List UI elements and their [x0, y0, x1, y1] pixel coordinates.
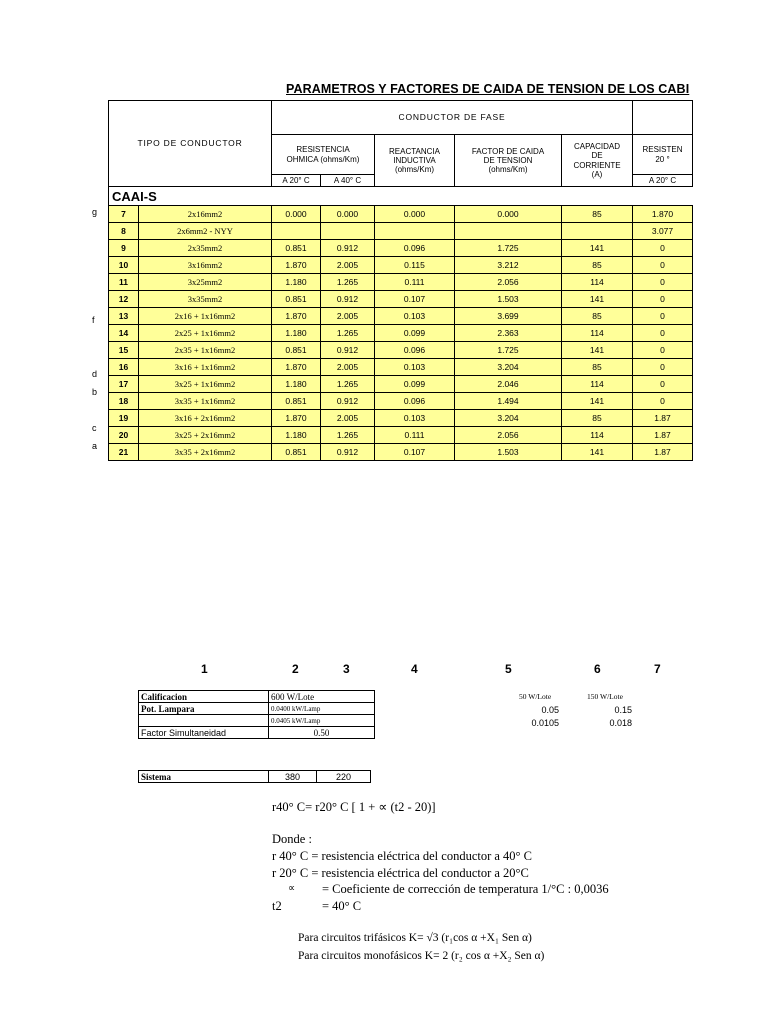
table-body [109, 206, 693, 461]
table-row [109, 274, 693, 291]
table-row [109, 240, 693, 257]
row-side-label: c [92, 423, 97, 433]
table-row [109, 359, 693, 376]
table-row [109, 427, 693, 444]
resistance-2: 0 [633, 359, 693, 376]
resistance-2: 3.077 [633, 223, 693, 240]
factor-simultaneidad-value: 0.50 [269, 727, 375, 739]
resistance-20c: 0.851 [272, 342, 321, 359]
resistance-20c: 1.180 [272, 427, 321, 444]
resistance-40c: 0.912 [321, 240, 375, 257]
sistema-table [138, 770, 371, 783]
col5-lote: 50 W/Lote [519, 692, 552, 701]
row-number: 19 [109, 410, 139, 427]
voltage-drop-factor: 3.212 [455, 257, 562, 274]
row-number: 10 [109, 257, 139, 274]
resistance-2: 0 [633, 274, 693, 291]
table-row [109, 257, 693, 274]
sistema-label: Sistema [139, 771, 269, 783]
calificacion-table [138, 690, 375, 739]
colnum-5: 5 [505, 662, 512, 676]
resistance-40c: 1.265 [321, 274, 375, 291]
formula-monofasico: Para circuitos monofásicos K= 2 (r₂ cos α +X₂ Sen α) [298, 950, 545, 962]
resistance-20c: 0.851 [272, 240, 321, 257]
pot-lampara-label: Pot. Lampara [139, 703, 269, 715]
resistance-20c: 1.870 [272, 359, 321, 376]
header-capacidad: CAPACIDAD DE CORRIENTE (A) [562, 135, 633, 187]
resistance-40c: 2.005 [321, 410, 375, 427]
conductor-type: 3x25 + 1x16mm2 [139, 376, 272, 393]
resistance-2: 0 [633, 393, 693, 410]
row-number: 11 [109, 274, 139, 291]
reactance: 0.111 [375, 274, 455, 291]
resistance-20c: 0.851 [272, 393, 321, 410]
table-row [109, 223, 693, 240]
header-tipo: TIPO DE CONDUCTOR [109, 101, 272, 187]
voltage-drop-factor: 3.699 [455, 308, 562, 325]
table-row [109, 410, 693, 427]
reactance: 0.096 [375, 393, 455, 410]
row-side-label: a [92, 441, 98, 451]
resistance-20c: 1.180 [272, 376, 321, 393]
voltage-drop-factor: 1.503 [455, 291, 562, 308]
reactance: 0.099 [375, 376, 455, 393]
reactance: 0.096 [375, 342, 455, 359]
section-title: CAAI-S [109, 187, 693, 206]
header-resisten2: RESISTEN 20 ° [633, 135, 693, 175]
pot-lampara-blank [139, 715, 269, 727]
voltage-drop-factor: 2.046 [455, 376, 562, 393]
pot-lampara-value-2: 0.0405 kW/Lamp [269, 715, 375, 727]
conductor-type: 3x35mm2 [139, 291, 272, 308]
row-number: 14 [109, 325, 139, 342]
current-capacity: 114 [562, 325, 633, 342]
row-number: 18 [109, 393, 139, 410]
conductor-type: 3x25mm2 [139, 274, 272, 291]
resistance-40c: 2.005 [321, 257, 375, 274]
col5-value-2: 0.0105 [531, 718, 559, 728]
donde-label: Donde : [272, 832, 312, 846]
resistance-20c: 1.180 [272, 274, 321, 291]
current-capacity: 141 [562, 240, 633, 257]
resistance-2: 0 [633, 240, 693, 257]
colnum-2: 2 [292, 662, 299, 676]
voltage-drop-factor: 1.725 [455, 342, 562, 359]
pot-lampara-value: 0.0400 kW/Lamp [269, 703, 375, 715]
current-capacity [562, 223, 633, 240]
reactance: 0.103 [375, 308, 455, 325]
resistance-40c: 0.912 [321, 342, 375, 359]
conductor-type: 2x16 + 1x16mm2 [139, 308, 272, 325]
page-title: PARAMETROS Y FACTORES DE CAIDA DE TENSION DE LOS CABI [286, 82, 690, 96]
header-blank [633, 101, 693, 135]
calif-value: 600 W/Lote [269, 691, 375, 703]
colnum-6: 6 [594, 662, 601, 676]
voltage-drop-factor: 2.056 [455, 274, 562, 291]
colnum-3: 3 [343, 662, 350, 676]
resistance-20c [272, 223, 321, 240]
t2-label: t2 [272, 899, 282, 913]
resistance-40c: 2.005 [321, 308, 375, 325]
t2-value: = 40° C [322, 899, 362, 913]
header-a20b: A 20° C [633, 175, 693, 187]
header-fase: CONDUCTOR DE FASE [272, 101, 633, 135]
reactance: 0.103 [375, 410, 455, 427]
resistance-2: 0 [633, 257, 693, 274]
resistance-40c: 1.265 [321, 376, 375, 393]
sistema-220: 220 [317, 771, 371, 783]
resistance-40c: 1.265 [321, 427, 375, 444]
reactance [375, 223, 455, 240]
col6-lote: 150 W/Lote [587, 692, 623, 701]
table-row [109, 376, 693, 393]
resistance-2: 0 [633, 308, 693, 325]
conductor-type: 2x35mm2 [139, 240, 272, 257]
resistance-2: 0 [633, 376, 693, 393]
resistance-20c: 0.851 [272, 291, 321, 308]
voltage-drop-factor: 2.363 [455, 325, 562, 342]
def-alpha: = Coeficiente de corrección de temperatura 1/°C : 0,0036 [322, 882, 609, 896]
resistance-20c: 1.180 [272, 325, 321, 342]
table-row [109, 291, 693, 308]
colnum-4: 4 [411, 662, 418, 676]
current-capacity: 85 [562, 206, 633, 223]
conductor-type: 2x16mm2 [139, 206, 272, 223]
header-a40: A 40° C [321, 175, 375, 187]
resistance-2: 1.87 [633, 410, 693, 427]
table-row [109, 206, 693, 223]
resistance-40c [321, 223, 375, 240]
conductor-type: 2x25 + 1x16mm2 [139, 325, 272, 342]
table-row [109, 342, 693, 359]
def-r40: r 40° C = resistencia eléctrica del conductor a 40° C [272, 849, 533, 863]
row-number: 15 [109, 342, 139, 359]
resistance-2: 0 [633, 291, 693, 308]
table-row [109, 444, 693, 461]
current-capacity: 85 [562, 257, 633, 274]
conductor-type: 3x16 + 2x16mm2 [139, 410, 272, 427]
table-row [109, 325, 693, 342]
reactance: 0.099 [375, 325, 455, 342]
reactance: 0.096 [375, 240, 455, 257]
header-resistencia: RESISTENCIA OHMICA (ohms/Km) [272, 135, 375, 175]
row-number: 16 [109, 359, 139, 376]
resistance-40c: 1.265 [321, 325, 375, 342]
current-capacity: 141 [562, 444, 633, 461]
resistance-20c: 1.870 [272, 410, 321, 427]
reactance: 0.107 [375, 291, 455, 308]
col5-value-1: 0.05 [541, 705, 559, 715]
reactance: 0.115 [375, 257, 455, 274]
conductor-type: 3x35 + 1x16mm2 [139, 393, 272, 410]
resistance-40c: 2.005 [321, 359, 375, 376]
row-number: 17 [109, 376, 139, 393]
colnum-1: 1 [201, 662, 208, 676]
conductor-type: 2x6mm2 - NYY [139, 223, 272, 240]
resistance-2: 1.870 [633, 206, 693, 223]
reactance: 0.111 [375, 427, 455, 444]
current-capacity: 141 [562, 291, 633, 308]
col6-value-1: 0.15 [614, 705, 632, 715]
sistema-380: 380 [269, 771, 317, 783]
row-number: 8 [109, 223, 139, 240]
current-capacity: 114 [562, 274, 633, 291]
resistance-2: 1.87 [633, 427, 693, 444]
row-number: 21 [109, 444, 139, 461]
col6-value-2: 0.018 [609, 718, 632, 728]
voltage-drop-factor: 1.503 [455, 444, 562, 461]
conductor-type: 2x35 + 1x16mm2 [139, 342, 272, 359]
row-side-label: f [92, 315, 95, 325]
row-side-label: b [92, 387, 98, 397]
current-capacity: 85 [562, 410, 633, 427]
voltage-drop-factor: 1.494 [455, 393, 562, 410]
voltage-drop-factor: 1.725 [455, 240, 562, 257]
resistance-20c: 0.851 [272, 444, 321, 461]
conductor-type: 3x35 + 2x16mm2 [139, 444, 272, 461]
current-capacity: 141 [562, 393, 633, 410]
conductor-type: 3x25 + 2x16mm2 [139, 427, 272, 444]
header-reactancia: REACTANCIA INDUCTIVA (ohms/Km) [375, 135, 455, 187]
resistance-40c: 0.000 [321, 206, 375, 223]
resistance-40c: 0.912 [321, 291, 375, 308]
reactance: 0.103 [375, 359, 455, 376]
current-capacity: 141 [562, 342, 633, 359]
row-number: 12 [109, 291, 139, 308]
resistance-40c: 0.912 [321, 444, 375, 461]
reactance: 0.000 [375, 206, 455, 223]
current-capacity: 85 [562, 359, 633, 376]
voltage-drop-factor: 2.056 [455, 427, 562, 444]
reactance: 0.107 [375, 444, 455, 461]
current-capacity: 85 [562, 308, 633, 325]
voltage-drop-factor [455, 223, 562, 240]
conductor-type: 3x16mm2 [139, 257, 272, 274]
resistance-20c: 0.000 [272, 206, 321, 223]
row-side-label: g [92, 207, 98, 217]
table-row [109, 308, 693, 325]
table-row [109, 393, 693, 410]
resistance-20c: 1.870 [272, 308, 321, 325]
voltage-drop-factor: 0.000 [455, 206, 562, 223]
row-side-label: d [92, 369, 98, 379]
def-r20: r 20° C = resistencia eléctrica del conductor a 20°C [272, 866, 529, 880]
header-a20: A 20° C [272, 175, 321, 187]
formula-trifasico: Para circuitos trifásicos K= √3 (r₁cos α +X₁ Sen α) [298, 932, 532, 944]
calif-label: Calificacion [139, 691, 269, 703]
resistance-2: 1.87 [633, 444, 693, 461]
resistance-2: 0 [633, 342, 693, 359]
current-capacity: 114 [562, 427, 633, 444]
row-number: 20 [109, 427, 139, 444]
resistance-2: 0 [633, 325, 693, 342]
row-number: 9 [109, 240, 139, 257]
voltage-drop-factor: 3.204 [455, 359, 562, 376]
colnum-7: 7 [654, 662, 661, 676]
row-number: 13 [109, 308, 139, 325]
factor-simultaneidad-label: Factor Simultaneidad [139, 727, 269, 739]
conductor-type: 3x16 + 1x16mm2 [139, 359, 272, 376]
header-factor: FACTOR DE CAIDA DE TENSION (ohms/Km) [455, 135, 562, 187]
alpha-symbol: ∝ [288, 883, 296, 894]
resistance-20c: 1.870 [272, 257, 321, 274]
conductor-table [108, 100, 693, 461]
voltage-drop-factor: 3.204 [455, 410, 562, 427]
resistance-40c: 0.912 [321, 393, 375, 410]
formula-r40: r40° C= r20° C [ 1 + ∝ (t2 - 20)] [272, 800, 436, 814]
row-number: 7 [109, 206, 139, 223]
current-capacity: 114 [562, 376, 633, 393]
